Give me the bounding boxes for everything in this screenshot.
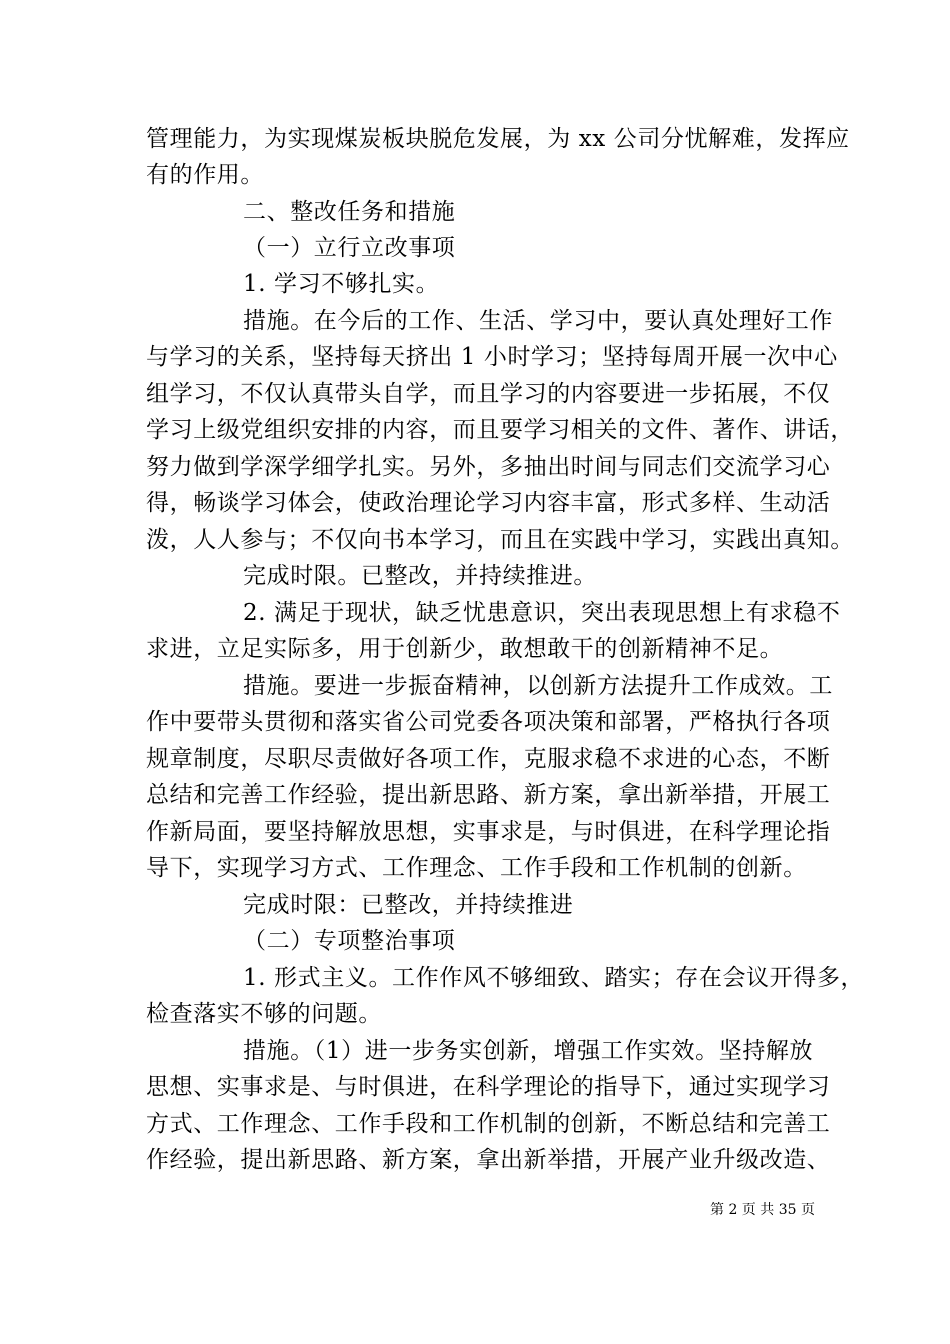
text-line: 检查落实不够的问题。 (146, 1001, 382, 1027)
text-line: 努力做到学深学细学扎实。另外，多抽出时间与同志们交流学习心 (146, 454, 831, 480)
text-line: 作新局面，要坚持解放思想，实事求是，与时俱进，在科学理论指 (146, 819, 831, 845)
paragraph-start: 措施。在今后的工作、生活、学习中，要认真处理好工作 (243, 308, 833, 334)
paragraph-start: 完成时限。已整改，并持续推进。 (243, 563, 597, 589)
subsection-heading: （一）立行立改事项 (243, 235, 456, 261)
text-line: 组学习，不仅认真带头自学，而且学习的内容要进一步拓展，不仅 (146, 381, 831, 407)
text-line: 导下，实现学习方式、工作理念、工作手段和工作机制的创新。 (146, 855, 807, 881)
item-heading: 1. 形式主义。工作作风不够细致、踏实；存在会议开得多， (243, 965, 865, 991)
text-line: 泼，人人参与；不仅向书本学习，而且在实践中学习，实践出真知。 (146, 527, 854, 553)
text-line: 学习上级党组织安排的内容，而且要学习相关的文件、著作、讲话， (146, 417, 854, 443)
text-line: 管理能力，为实现煤炭板块脱危发展，为 xx 公司分忧解难，发挥应 (146, 126, 850, 152)
text-line: 有的作用。 (146, 162, 264, 188)
paragraph-start: 措施。（1）进一步务实创新，增强工作实效。坚持解放 (243, 1038, 814, 1064)
text-line: 求进，立足实际多，用于创新少，敢想敢干的创新精神不足。 (146, 636, 784, 662)
item-heading: 2. 满足于现状，缺乏忧患意识，突出表现思想上有求稳不 (243, 600, 841, 626)
text-line: 作经验，提出新思路、新方案，拿出新举措，开展产业升级改造、 (146, 1147, 831, 1173)
page-number: 第 2 页 共 35 页 (710, 1202, 815, 1218)
paragraph-start: 完成时限：已整改，并持续推进 (243, 892, 574, 918)
text-line: 规章制度，尽职尽责做好各项工作，克服求稳不求进的心态，不断 (146, 746, 831, 772)
text-line: 与学习的关系，坚持每天挤出 1 小时学习；坚持每周开展一次中心 (146, 344, 838, 370)
subsection-heading: （二）专项整治事项 (243, 928, 456, 954)
section-heading: 二、整改任务和措施 (243, 199, 456, 225)
item-heading: 1. 学习不够扎实。 (243, 271, 440, 297)
paragraph-start: 措施。要进一步振奋精神，以创新方法提升工作成效。工 (243, 673, 833, 699)
text-line: 得，畅谈学习体会，使政治理论学习内容丰富，形式多样、生动活 (146, 490, 831, 516)
text-line: 作中要带头贯彻和落实省公司党委各项决策和部署，严格执行各项 (146, 709, 831, 735)
text-line: 方式、工作理念、工作手段和工作机制的创新，不断总结和完善工 (146, 1111, 831, 1137)
text-line: 总结和完善工作经验，提出新思路、新方案，拿出新举措，开展工 (146, 782, 831, 808)
text-line: 思想、实事求是、与时俱进，在科学理论的指导下，通过实现学习 (146, 1074, 831, 1100)
